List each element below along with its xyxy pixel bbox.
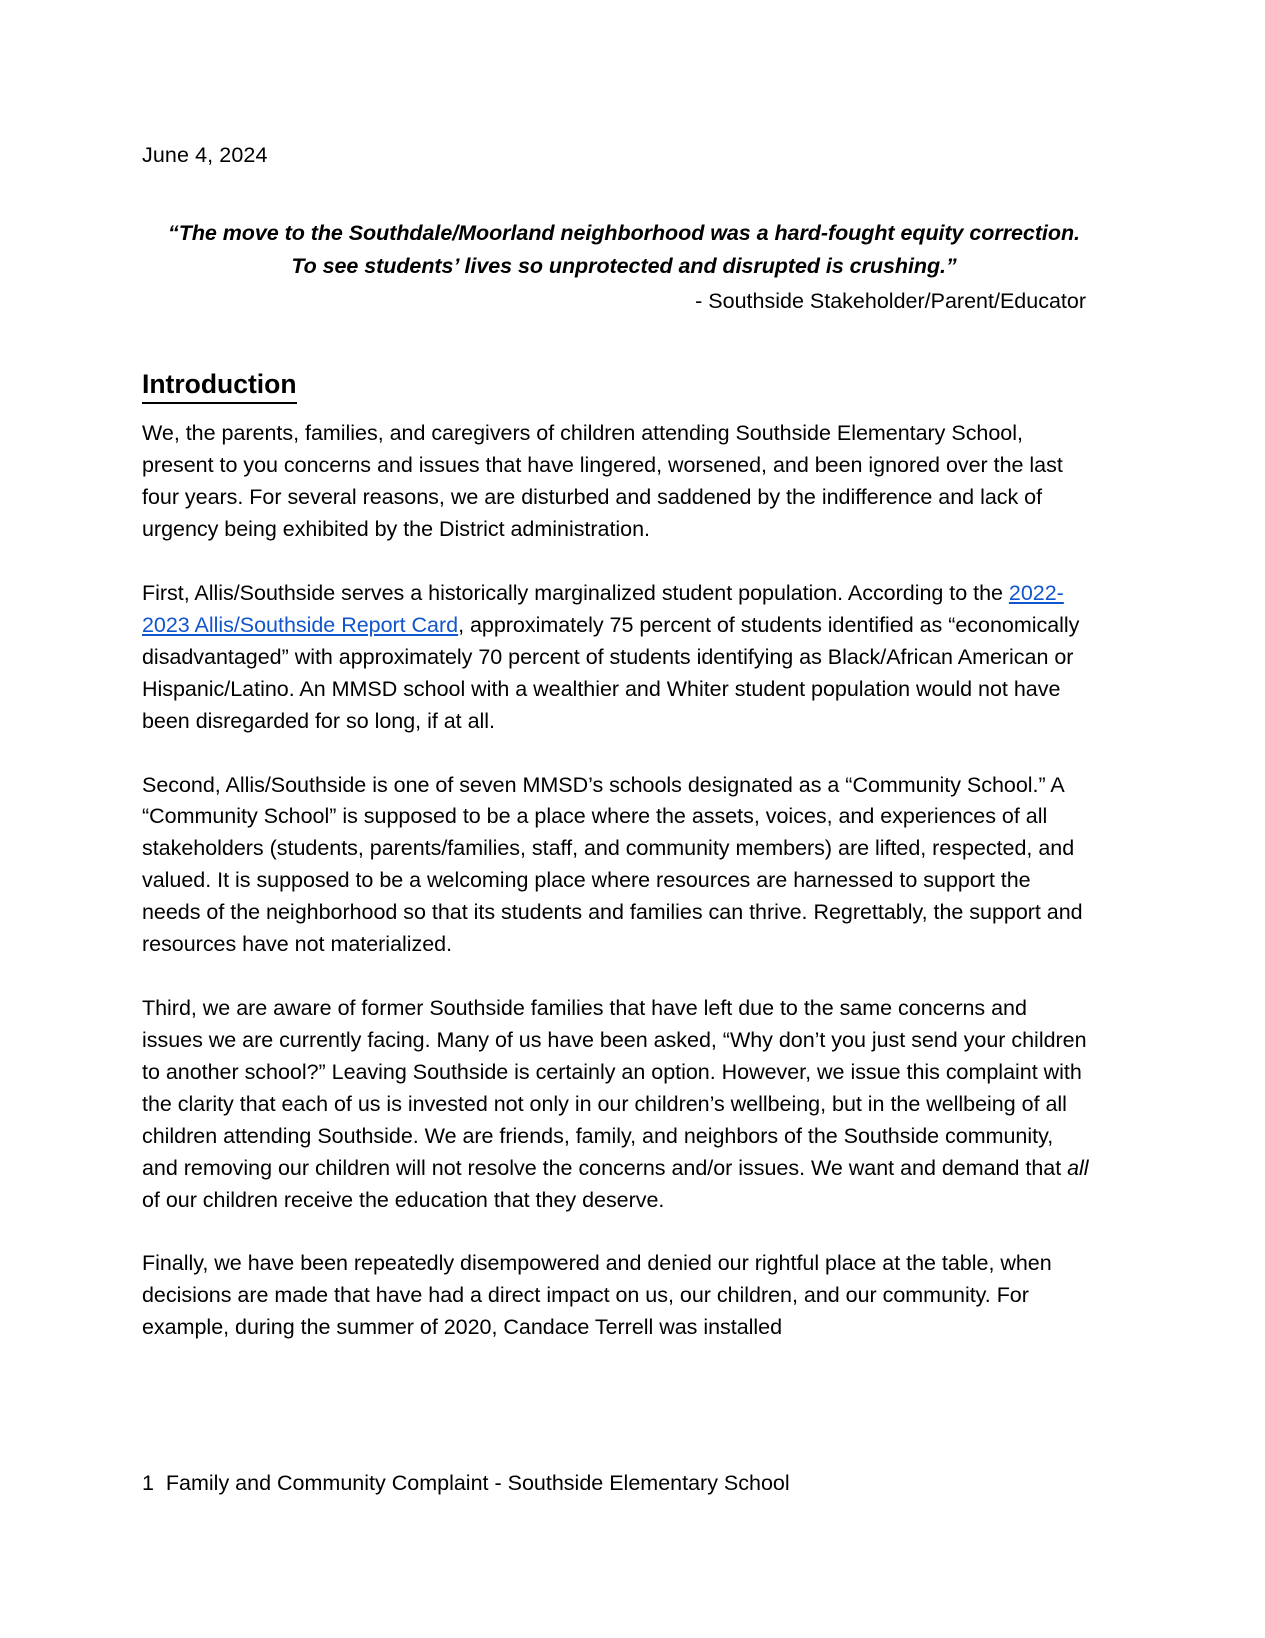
quote-attribution: - Southside Stakeholder/Parent/Educator <box>695 288 1086 313</box>
paragraph-second-reason: Second, Allis/Southside is one of seven MMSD’s schools designated as a “Community School.” A “Community School” is supposed to be a place where the assets, voices, and experiences of all stakeholders (students, parents/families, staff, and community members) are lifted, respected, and valued. It is supposed to be a welcoming place where resources are harnessed to support the needs of the neighborhood so that its students and families can thrive. Regrettably, the support and resources have not materialized. <box>142 772 1083 957</box>
paragraph-first-reason-text-after-link: , approximately 75 percent of students identified as “economically disadvantaged” with approximately 70 percent of students identifying as Black/African American or Hispanic/Latino. An MMSD school with a wealthier and Whiter student population would not have been disregarded for so long, if at all. <box>142 612 1080 733</box>
paragraph-first-reason <box>142 578 1090 738</box>
paragraph-introduction: We, the parents, families, and caregivers of children attending Southside Elementary School, present to you concerns and issues that have lingered, worsened, and been ignored over the last four years. For several reasons, we are disturbed and saddened by the indifference and lack of urgency being exhibited by the District administration. <box>142 421 1063 541</box>
pull-quote: “The move to the Southdale/Moorland neighborhood was a hard-fought equity correction. To see students’ lives so unprotected and disrupted is crushing.” <box>168 221 1080 278</box>
paragraph-third-reason-text-before-emphasis: Third, we are aware of former Southside families that have left due to the same concerns and issues we are currently facing. Many of us have been asked, “Why don’t you just send your children to another school?” Leaving Southside is certainly an option. However, we issue this complaint with the clarity that each of us is invested not only in our children’s wellbeing, but in the wellbeing of all children attending Southside. We are friends, family, and neighbors of the Southside community, and removing our children will not resolve the concerns and/or issues. We want and demand that <box>142 996 1087 1180</box>
paragraph-finally: Finally, we have been repeatedly disempowered and denied our rightful place at the table, when decisions are made that have had a direct impact on us, our children, and our community. For example, during the summer of 2020, Candace Terrell was installed <box>142 1251 1052 1340</box>
introduction-section <box>142 317 1090 418</box>
document-date: June 4, 2024 <box>142 143 268 167</box>
paragraph-third-reason-text-after-emphasis: of our children receive the education that they deserve. <box>142 1187 665 1212</box>
paragraph-first-reason-text-before-link: First, Allis/Southside serves a historically marginalized student population. According to the <box>142 580 1009 605</box>
report-card-link[interactable]: 2022-2023 Allis/Southside Report Card <box>142 580 1064 637</box>
page-footer: 1 Family and Community Complaint - Southside Elementary School <box>142 1470 790 1495</box>
section-heading-introduction: Introduction <box>142 367 297 404</box>
paragraph-third-reason <box>142 993 1090 1216</box>
emphasis-all: all <box>1067 1155 1089 1180</box>
